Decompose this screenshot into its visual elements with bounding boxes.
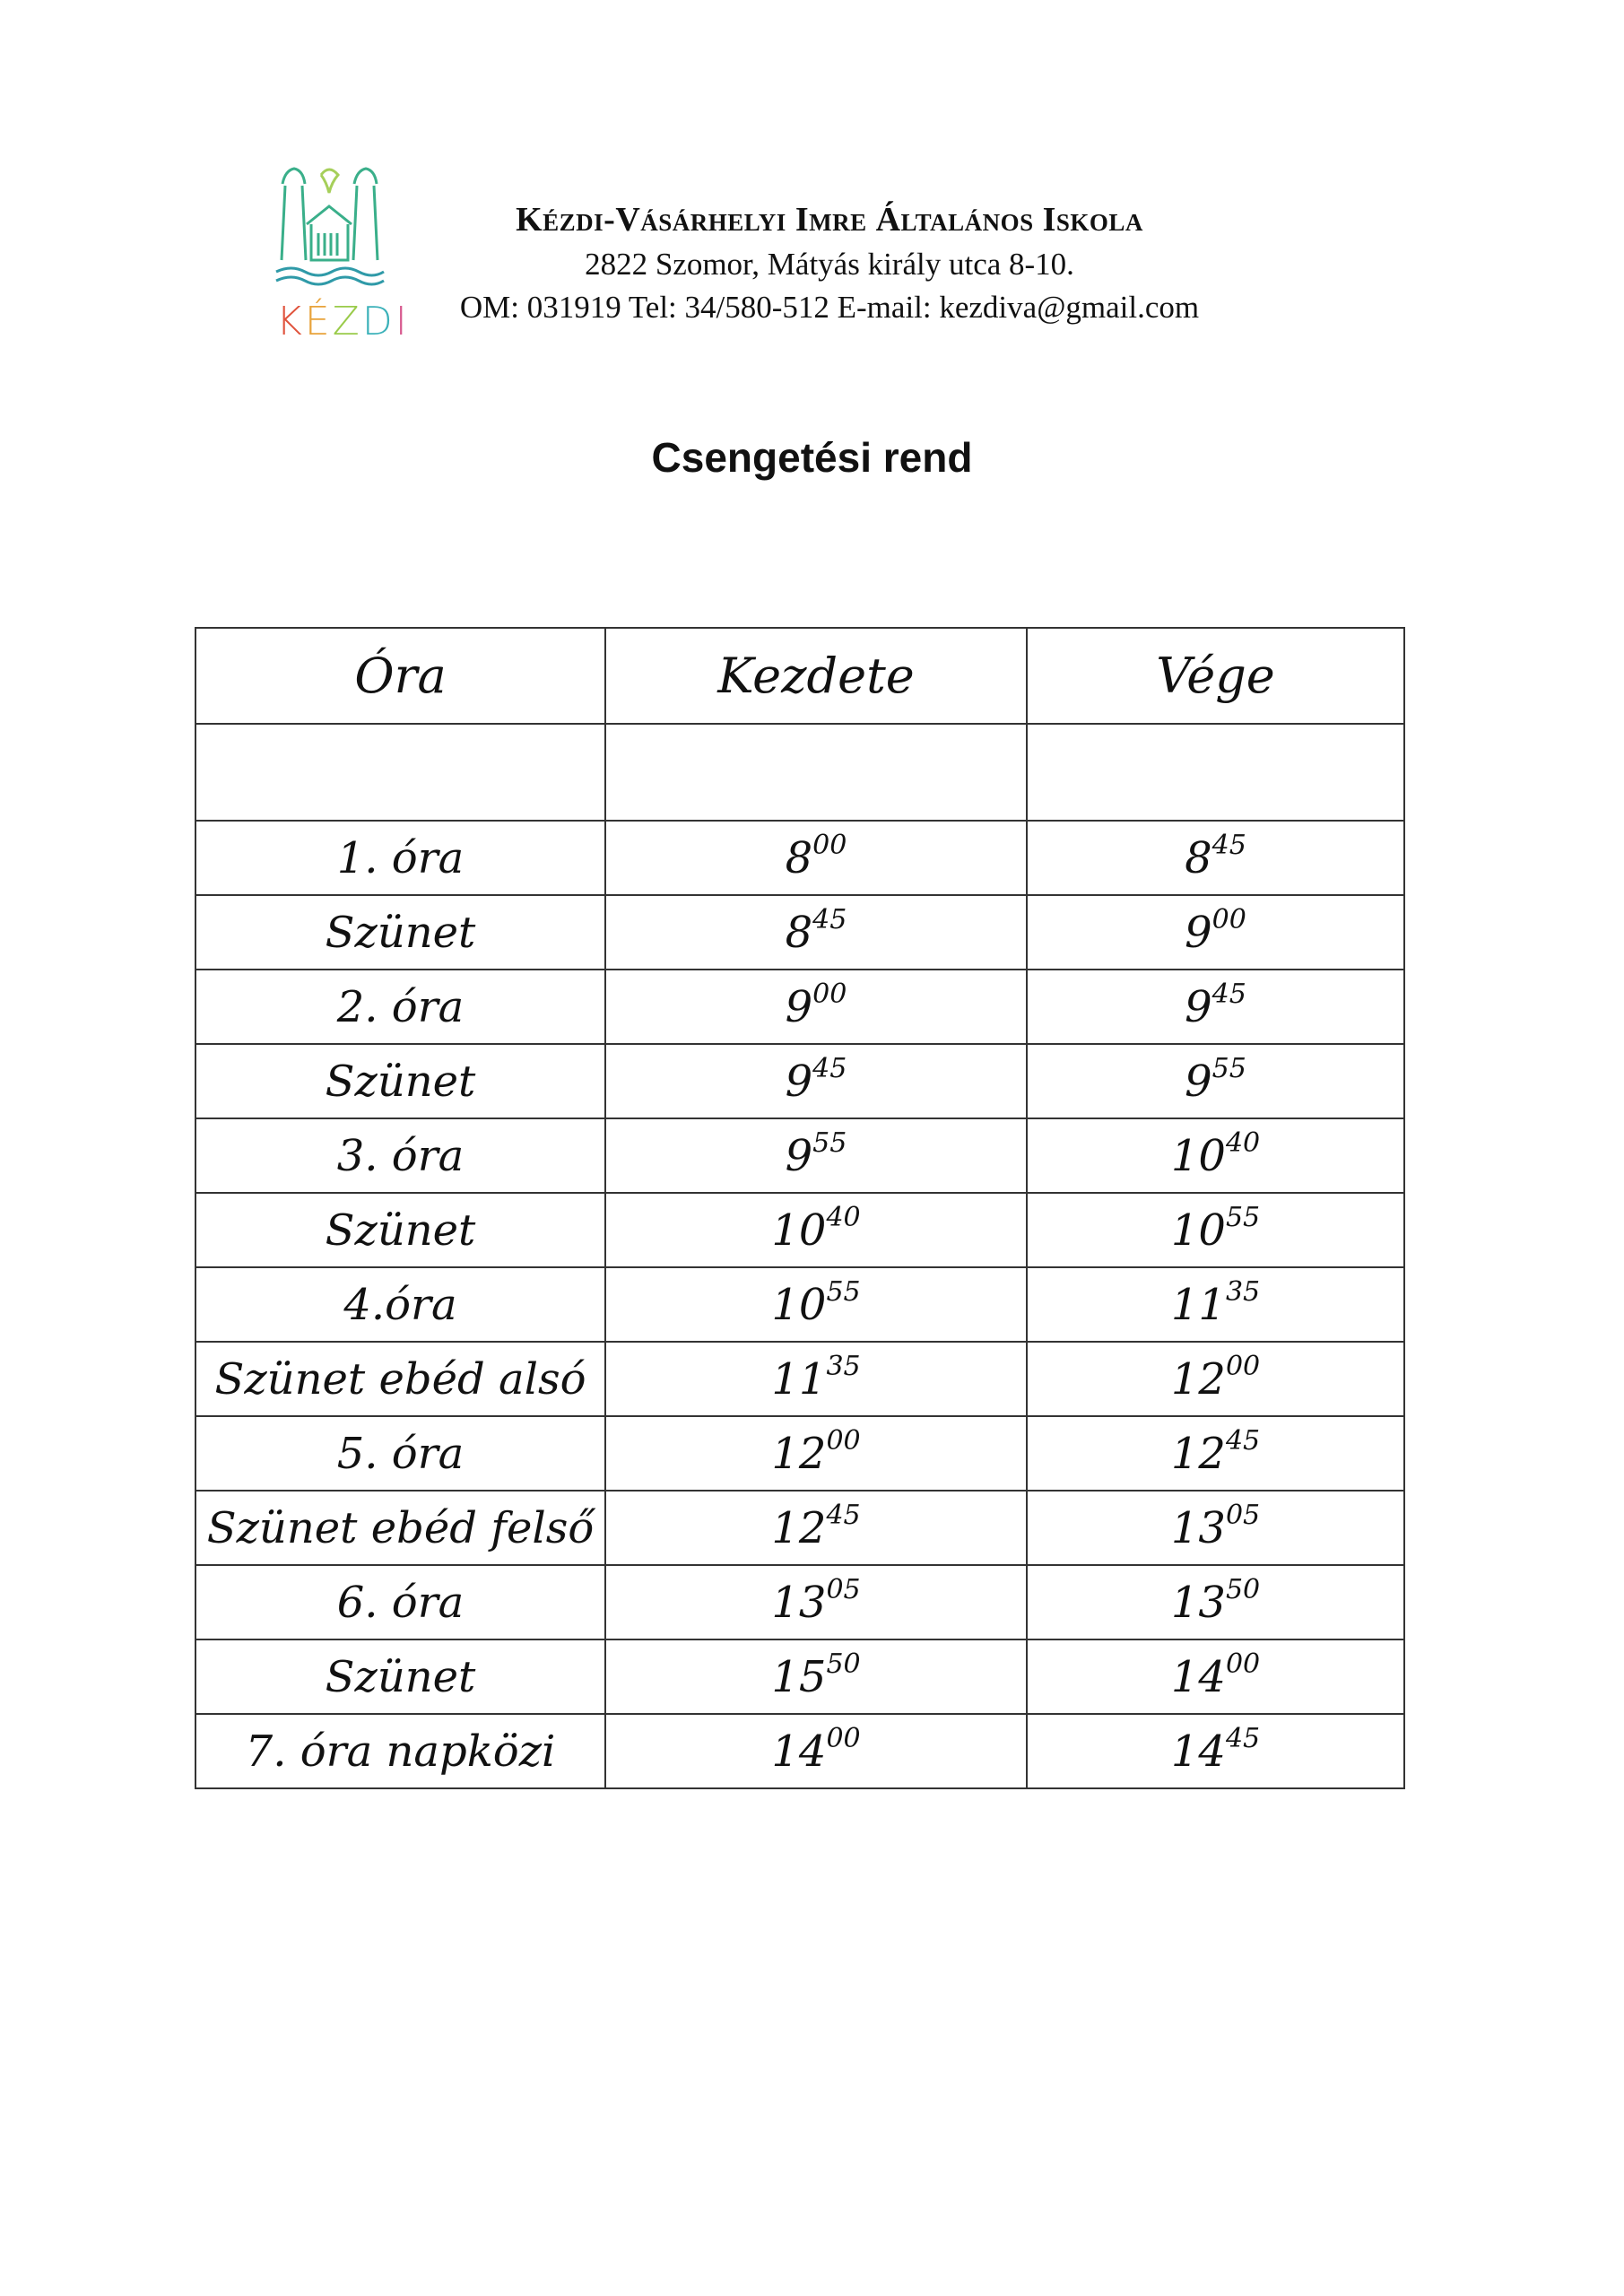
start-time: $8^{45}$ [605,895,1027,970]
end-time: $9^{00}$ [1027,895,1404,970]
start-time: $14^{00}$ [605,1714,1027,1788]
end-time: $8^{45}$ [1027,821,1404,895]
period-label: Szünet [195,895,605,970]
school-address: 2822 Szomor, Mátyás király utca 8-10. [585,247,1074,282]
page-title: Csengetési rend [651,434,973,481]
start-time: $11^{35}$ [605,1342,1027,1416]
logo-wordmark: KÉZDI [276,299,410,344]
school-name: Kézdi-Vásárhelyi Imre Általános Iskola [516,201,1143,239]
header-end: Vége [1027,628,1404,724]
table-row [195,1118,1404,1193]
period-label: Szünet [195,1639,605,1714]
letterhead [269,166,1273,354]
end-time: $14^{00}$ [1027,1639,1404,1714]
period-label: 5. óra [195,1416,605,1491]
table-row [195,1044,1404,1118]
table-row [195,1416,1404,1491]
start-time: $10^{40}$ [605,1193,1027,1267]
end-time: $14^{45}$ [1027,1714,1404,1788]
start-time: $13^{05}$ [605,1565,1027,1639]
start-time: $9^{45}$ [605,1044,1027,1118]
table-header-row [195,628,1404,724]
empty-row [195,724,1404,821]
period-label: Szünet ebéd felső [195,1491,605,1565]
end-time: $9^{45}$ [1027,970,1404,1044]
period-label: Szünet ebéd alsó [195,1342,605,1416]
period-label: 2. óra [195,970,605,1044]
end-time: $13^{05}$ [1027,1491,1404,1565]
end-time: $10^{40}$ [1027,1118,1404,1193]
end-time: $11^{35}$ [1027,1267,1404,1342]
period-label: 1. óra [195,821,605,895]
end-time: $10^{55}$ [1027,1193,1404,1267]
table-row [195,1565,1404,1639]
header-hour: Óra [195,628,605,724]
table-row [195,970,1404,1044]
period-label: 7. óra napközi [195,1714,605,1788]
table-row [195,1639,1404,1714]
header-start: Kezdete [605,628,1027,724]
start-time: $12^{45}$ [605,1491,1027,1565]
period-label: 3. óra [195,1118,605,1193]
table-row [195,821,1404,895]
period-label: 4.óra [195,1267,605,1342]
table-row [195,1267,1404,1342]
start-time: $9^{00}$ [605,970,1027,1044]
end-time: $12^{00}$ [1027,1342,1404,1416]
end-time: $9^{55}$ [1027,1044,1404,1118]
table-row [195,1491,1404,1565]
school-contact: OM: 031919 Tel: 34/580-512 E-mail: kezdiva@gmail.com [459,290,1200,325]
period-label: 6. óra [195,1565,605,1639]
end-time: $13^{50}$ [1027,1565,1404,1639]
table-row [195,1714,1404,1788]
start-time: $9^{55}$ [605,1118,1027,1193]
table-row [195,1342,1404,1416]
start-time: $10^{55}$ [605,1267,1027,1342]
end-time: $12^{45}$ [1027,1416,1404,1491]
period-label: Szünet [195,1193,605,1267]
start-time: $8^{00}$ [605,821,1027,895]
table-row [195,1193,1404,1267]
start-time: $15^{50}$ [605,1639,1027,1714]
school-building-icon [269,166,390,309]
period-label: Szünet [195,1044,605,1118]
bell-schedule-table [195,627,1405,1789]
table-row [195,895,1404,970]
start-time: $12^{00}$ [605,1416,1027,1491]
